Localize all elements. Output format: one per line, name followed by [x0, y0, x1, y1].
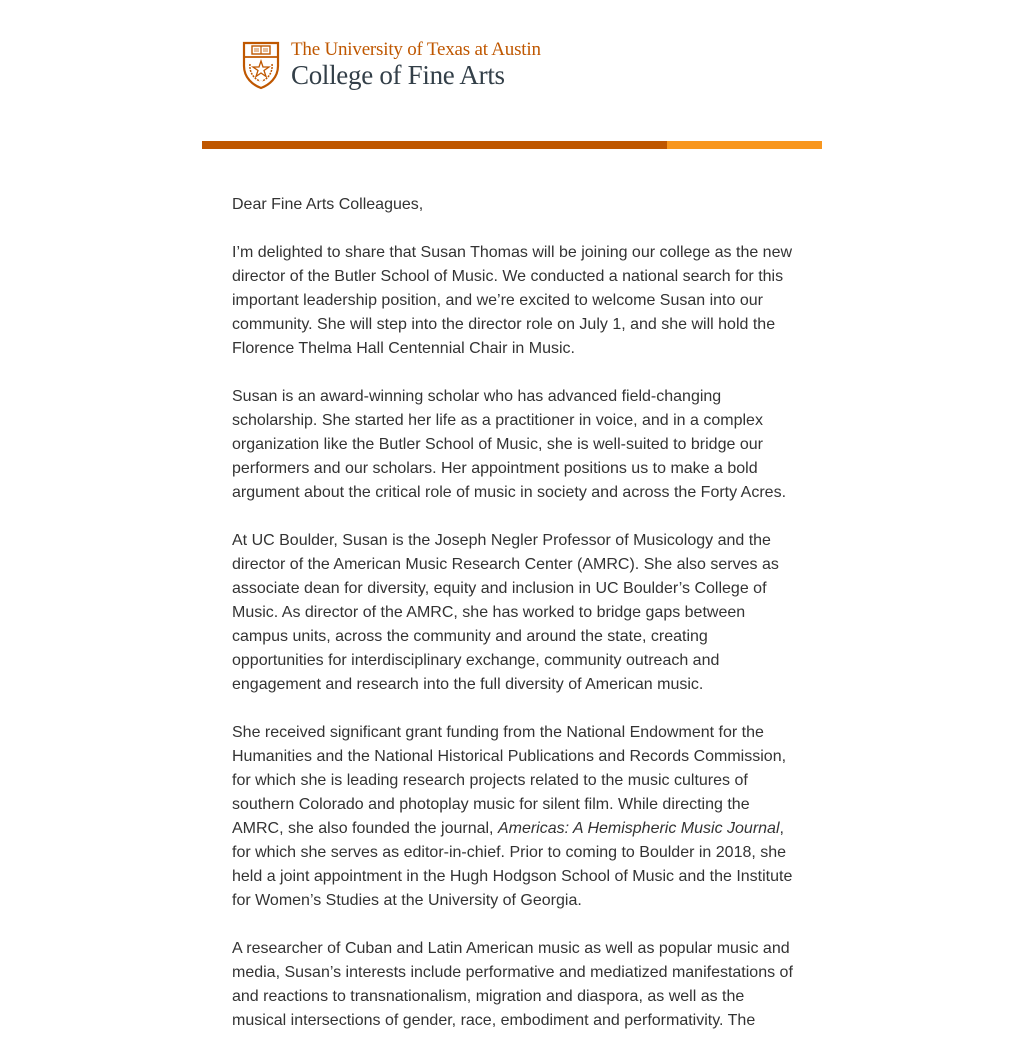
email-container — [202, 0, 822, 1057]
paragraph-2: Susan is an award-winning scholar who has advanced field-changing scholarship. She started her life as a practitioner in voice, and in a complex organization like the Butler School of Music, she is well-suited to bridge our performers and our scholars. Her appointment positions us to make a bold argument about the critical role of music in society and across the Forty Acres. — [232, 388, 787, 501]
paragraph-5: A researcher of Cuban and Latin American music as well as popular music and media, Susan’s interests include performative and mediatized manifestations of and reactions to transnationalism, migration and diaspora, as well as the musical intersections of gender, race, embodiment and performativity. The — [232, 940, 793, 1029]
university-name: The University of Texas at Austin — [291, 39, 541, 60]
paragraph-3: At UC Boulder, Susan is the Joseph Negler Professor of Musicology and the director of the American Music Research Center (AMRC). She also serves as associate dean for diversity, equity and inclusion in UC Boulder’s College of Music. As director of the AMRC, she has worked to bridge gaps between campus units, across the community and around the state, creating opportunities for interdisciplinary exchange, community outreach and engagement and research into the full diversity of American music. — [232, 532, 779, 693]
letter-body — [202, 149, 822, 1033]
header — [202, 0, 822, 141]
college-logo[interactable] — [241, 40, 541, 90]
divider-light-segment — [667, 141, 822, 149]
ut-shield-icon — [241, 40, 281, 90]
college-name: College of Fine Arts — [291, 60, 505, 90]
paragraph-4 — [232, 721, 802, 913]
paragraph-1: I’m delighted to share that Susan Thomas will be joining our college as the new director of the Butler School of Music. We conducted a national search for this important leadership position, and we’re excited to welcome Susan into our community. She will step into the director role on July 1, and she will hold the Florence Thelma Hall Centennial Chair in Music. — [232, 244, 793, 357]
paragraph-4-text-a: She received significant grant funding from the National Endowment for the Humanities and the National Historical Publications and Records Commission, for which she is leading research projects related to the music cultures of southern Colorado and photoplay music for silent film. While directing the AMRC, she also founded the journal, — [232, 724, 787, 837]
paragraph-4-text-b: , for which she serves as editor-in-chief. Prior to coming to Boulder in 2018, she held a joint appointment in the Hugh Hodgson School of Music and the Institute for Women’s Studies at the University of Georgia. — [232, 820, 793, 909]
divider-dark-segment — [202, 141, 667, 149]
header-divider-bar — [202, 141, 822, 149]
journal-title: Americas: A Hemispheric Music Journal — [497, 820, 780, 837]
greeting: Dear Fine Arts Colleagues, — [232, 196, 424, 213]
